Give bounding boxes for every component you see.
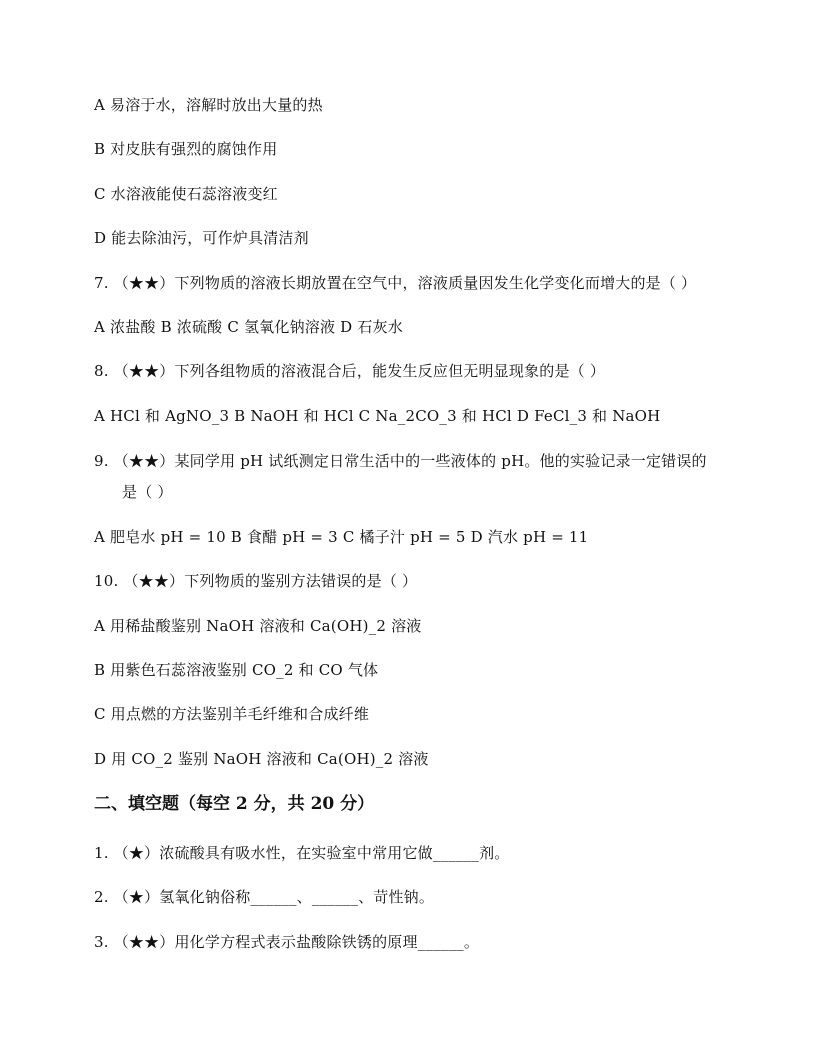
question-9-continued: 是（ ） — [122, 483, 173, 501]
option-6d: D 能去除油污，可作炉具清洁剂 — [94, 229, 309, 247]
option-10d: D 用 CO_2 鉴别 NaOH 溶液和 Ca(OH)_2 溶液 — [94, 750, 429, 768]
question-8-options: A HCl 和 AgNO_3 B NaOH 和 HCl C Na_2CO_3 和 HCl D FeCl_3 和 NaOH — [94, 407, 661, 425]
option-10b: B 用紫色石蕊溶液鉴别 CO_2 和 CO 气体 — [94, 661, 379, 679]
question-9-options: A 肥皂水 pH = 10 B 食醋 pH = 3 C 橘子汁 pH = 5 D 汽水 pH = 11 — [94, 528, 589, 546]
fill-question-1: 1. （★）浓硫酸具有吸水性，在实验室中常用它做______剂。 — [94, 844, 510, 862]
section-heading-fill-in: 二、填空题（每空 2 分，共 20 分） — [94, 794, 375, 814]
fill-question-2: 2. （★）氢氧化钠俗称______、______、苛性钠。 — [94, 888, 435, 906]
option-6b: B 对皮肤有强烈的腐蚀作用 — [94, 140, 278, 158]
option-6a: A 易溶于水，溶解时放出大量的热 — [94, 96, 323, 114]
fill-question-3: 3. （★★）用化学方程式表示盐酸除铁锈的原理______。 — [94, 933, 480, 951]
option-6c: C 水溶液能使石蕊溶液变红 — [94, 185, 278, 203]
question-10: 10. （★★）下列物质的鉴别方法错误的是（ ） — [94, 572, 418, 590]
question-9: 9. （★★）某同学用 pH 试纸测定日常生活中的一些液体的 pH。他的实验记录一定错误的 — [94, 452, 707, 470]
option-10a: A 用稀盐酸鉴别 NaOH 溶液和 Ca(OH)_2 溶液 — [94, 617, 422, 635]
question-7-options: A 浓盐酸 B 浓硫酸 C 氢氧化钠溶液 D 石灰水 — [94, 318, 403, 336]
question-8: 8. （★★）下列各组物质的溶液混合后，能发生反应但无明显现象的是（ ） — [94, 362, 606, 380]
question-7: 7. （★★）下列物质的溶液长期放置在空气中，溶液质量因发生化学变化而增大的是（ ） — [94, 274, 697, 292]
option-10c: C 用点燃的方法鉴别羊毛纤维和合成纤维 — [94, 705, 370, 723]
